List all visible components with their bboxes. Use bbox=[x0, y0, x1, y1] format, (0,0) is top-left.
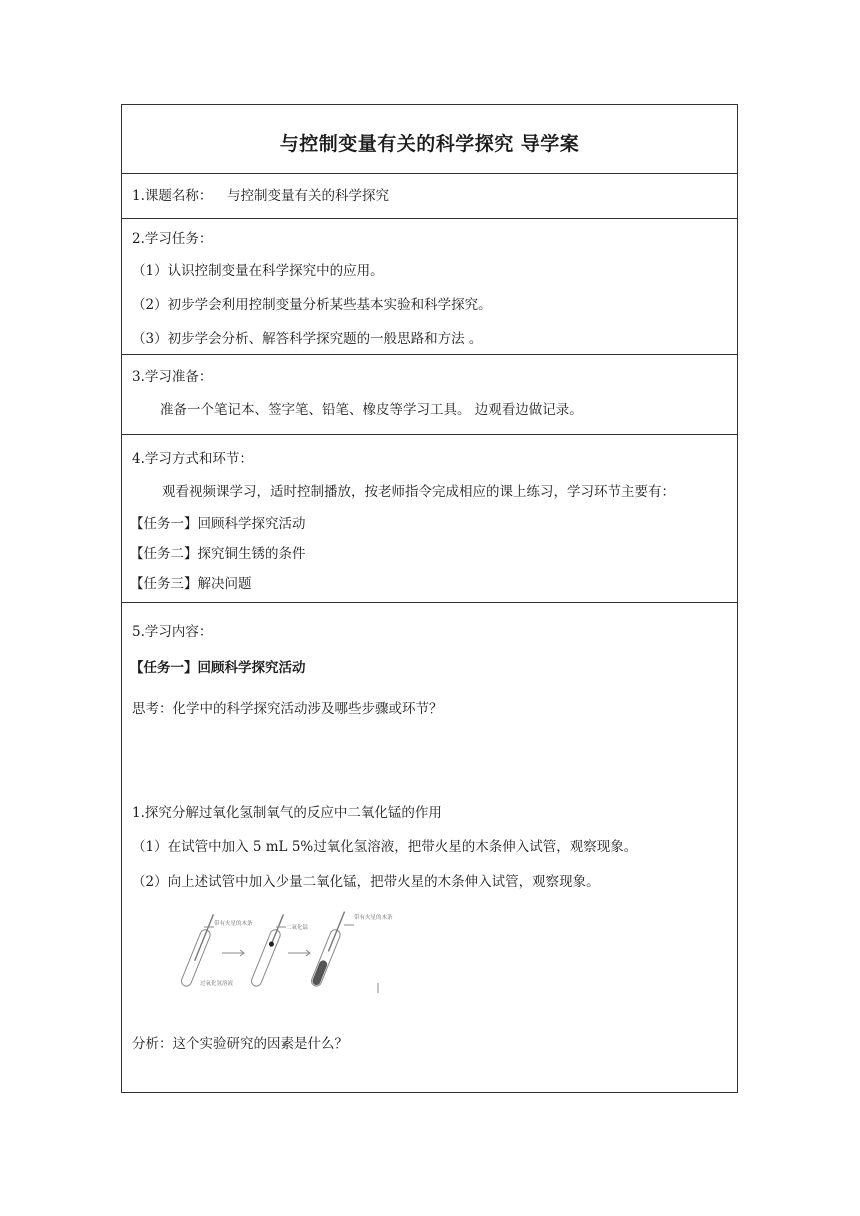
figure-label-splint: 带有火星的木条 bbox=[354, 915, 393, 921]
content-heading: 5.学习内容： bbox=[132, 624, 213, 640]
experiment-step: （2）向上述试管中加入少量二氧化锰，把带火星的木条伸入试管，观察现象。 bbox=[132, 874, 600, 890]
figure-label-splint: 带有火星的木条 bbox=[214, 921, 253, 927]
topic-label: 1.课题名称： bbox=[132, 188, 213, 204]
experiment-step: （1）在试管中加入 5 mL 5%过氧化氢溶液，把带火星的木条伸入试管，观察现象。 bbox=[132, 839, 638, 855]
document-title: 与控制变量有关的科学探究 导学案 bbox=[279, 133, 580, 155]
topic-value: 与控制变量有关的科学探究 bbox=[227, 188, 389, 204]
experiment-title: 1.探究分解过氧化氢制氧气的反应中二氧化锰的作用 bbox=[132, 805, 442, 821]
learning-task-item: （2）初步学会利用控制变量分析某些基本实验和科学探究。 bbox=[132, 297, 492, 313]
think-question: 思考：化学中的科学探究活动涉及哪些步骤或环节？ bbox=[132, 701, 443, 717]
task-one-title: 【任务一】回顾科学探究活动 bbox=[130, 660, 306, 676]
learning-task-item: （1）认识控制变量在科学探究中的应用。 bbox=[132, 263, 384, 279]
preparation-text: 准备一个笔记本、签字笔、铅笔、橡皮等学习工具。 边观看边做记录。 bbox=[160, 402, 583, 418]
preparation-heading: 3.学习准备： bbox=[132, 369, 213, 385]
learning-tasks-heading: 2.学习任务： bbox=[132, 231, 213, 247]
method-task-item: 【任务三】解决问题 bbox=[130, 576, 252, 592]
method-heading: 4.学习方式和环节： bbox=[132, 451, 253, 467]
method-task-item: 【任务一】回顾科学探究活动 bbox=[130, 516, 306, 532]
section-learning-tasks bbox=[122, 219, 737, 355]
section-method bbox=[122, 435, 737, 603]
title-row bbox=[122, 105, 737, 174]
worksheet-table bbox=[121, 104, 738, 1093]
learning-task-item: （3）初步学会分析、解答科学探究题的一般思路和方法 。 bbox=[132, 331, 483, 347]
section-content bbox=[122, 603, 737, 1092]
section-topic bbox=[122, 174, 737, 219]
analysis-question: 分析：这个实验研究的因素是什么？ bbox=[132, 1036, 348, 1052]
method-text: 观看视频课学习，适时控制播放，按老师指令完成相应的课上练习，学习环节主要有： bbox=[162, 484, 675, 500]
section-preparation bbox=[122, 355, 737, 435]
method-task-item: 【任务二】探究铜生锈的条件 bbox=[130, 546, 306, 562]
figure-label-mno2: 二氧化锰 bbox=[286, 925, 309, 931]
figure-label-solution: 过氧化氢溶液 bbox=[200, 981, 234, 987]
test-tube-diagram bbox=[170, 905, 393, 997]
